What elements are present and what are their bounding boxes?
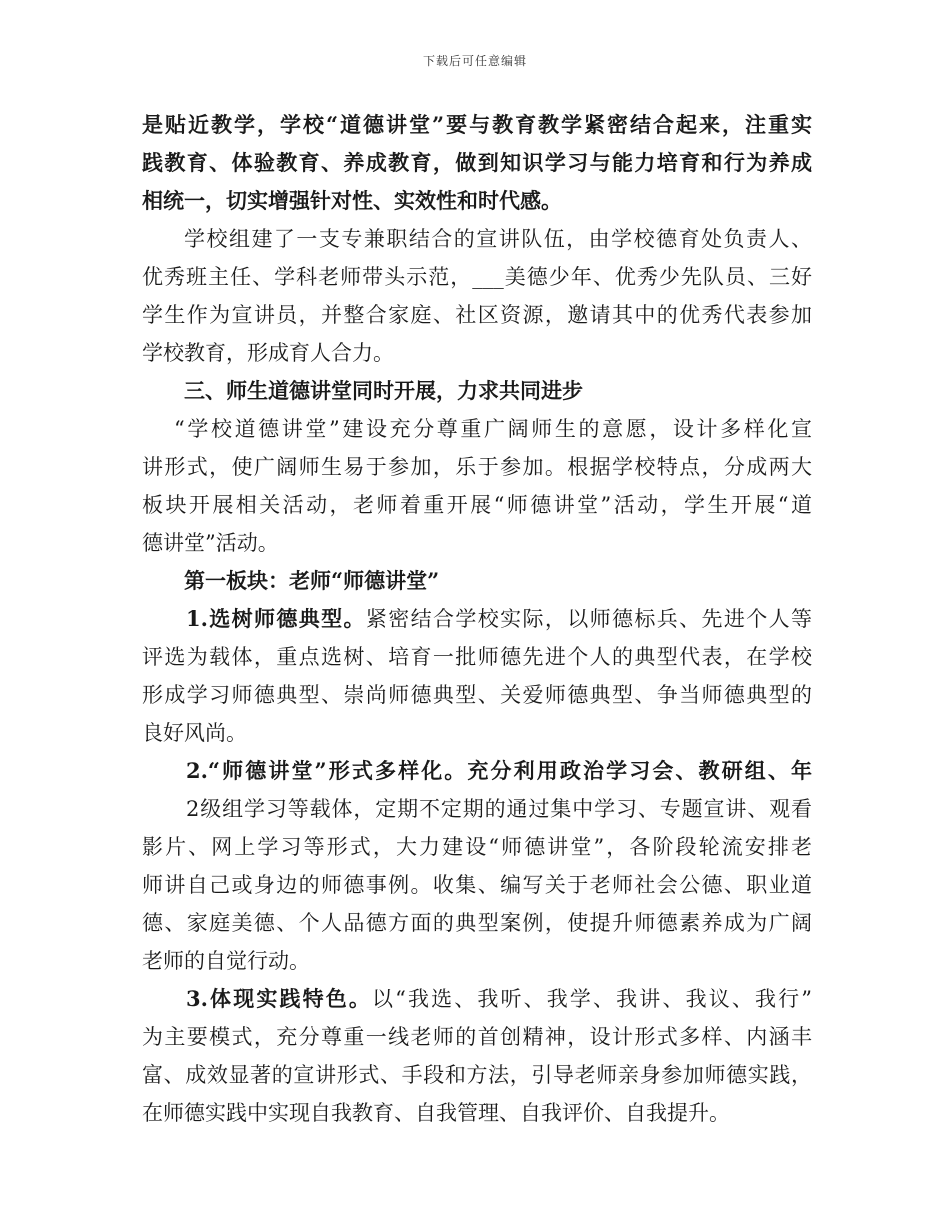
text-line: 相统一，切实增强针对性、实效性和时代感。 [142, 188, 562, 213]
text-line: 德讲堂”活动。 [142, 531, 279, 555]
bold-lead-in: 3.体现实践特色。 [186, 986, 372, 1011]
text-line: 学生作为宣讲员，并整合家庭、社区资源，邀请其中的优秀代表参加 [142, 303, 812, 327]
text-line [142, 980, 812, 1018]
text-line: 评选为载体，重点选树、培育一批师德先进个人的典型代表，在学校 [142, 645, 812, 669]
text-line: 2.“师德讲堂”形式多样化。充分利用政治学习会、教研组、年 [186, 758, 812, 783]
text-line: 良好风尚。 [142, 721, 247, 745]
page-header: 下载后可任意编辑 [422, 54, 527, 68]
bold-lead-in: 1.选树师德典型。 [186, 606, 366, 631]
line-remainder: 紧密结合学校实际，以师德标兵、先进个人等 [365, 607, 812, 631]
text-line: 影片、网上学习等形式，大力建设“师德讲堂”，各阶段轮流安排老 [142, 835, 812, 859]
text-line [142, 600, 812, 638]
text-line: 学校教育，形成育人合力。 [142, 341, 394, 365]
text-line: 板块开展相关活动，老师着重开展“师德讲堂”活动，学生开展“道 [142, 493, 812, 517]
text-line: 践教育、体验教育、养成教育，做到知识学习与能力培育和行为养成 [142, 150, 812, 175]
line-remainder: 以“我选、我听、我学、我讲、我议、我行” [371, 987, 812, 1011]
text-line: 在师德实践中实现自我教育、自我管理、自我评价、自我提升。 [142, 1101, 730, 1125]
text-line: 优秀班主任、学科老师带头示范，___美德少年、优秀少先队员、三好 [142, 265, 812, 289]
text-line: 形成学习师德典型、崇尚师德典型、关爱师德典型、争当师德典型的 [142, 683, 812, 707]
text-line: 讲形式，使广阔师生易于参加，乐于参加。根据学校特点，分成两大 [142, 455, 812, 479]
text-line: 学校组建了一支专兼职结合的宣讲队伍，由学校德育处负责人、 [184, 227, 812, 251]
text-line: 第一板块：老师“师德讲堂” [184, 568, 440, 593]
text-line: 师讲自己或身边的师德事例。收集、编写关于老师社会公德、职业道 [142, 873, 812, 897]
text-line: “学校道德讲堂”建设充分尊重广阔师生的意愿，设计多样化宣 [174, 417, 812, 441]
text-line: 2级组学习等载体，定期不定期的通过集中学习、专题宣讲、观看 [186, 797, 812, 821]
document-body [142, 106, 812, 1132]
text-line: 是贴近教学，学校“道德讲堂”要与教育教学紧密结合起来，注重实 [142, 112, 812, 137]
text-line: 富、成效显著的宣讲形式、手段和方法，引导老师亲身参加师德实践， [142, 1063, 812, 1087]
text-line: 为主要模式，充分尊重一线老师的首创精神，设计形式多样、内涵丰 [142, 1025, 812, 1049]
text-line: 德、家庭美德、个人品德方面的典型案例，使提升师德素养成为广阔 [142, 911, 812, 935]
text-line: 三、师生道德讲堂同时开展，力求共同进步 [184, 378, 583, 403]
text-line: 老师的自觉行动。 [142, 949, 310, 973]
